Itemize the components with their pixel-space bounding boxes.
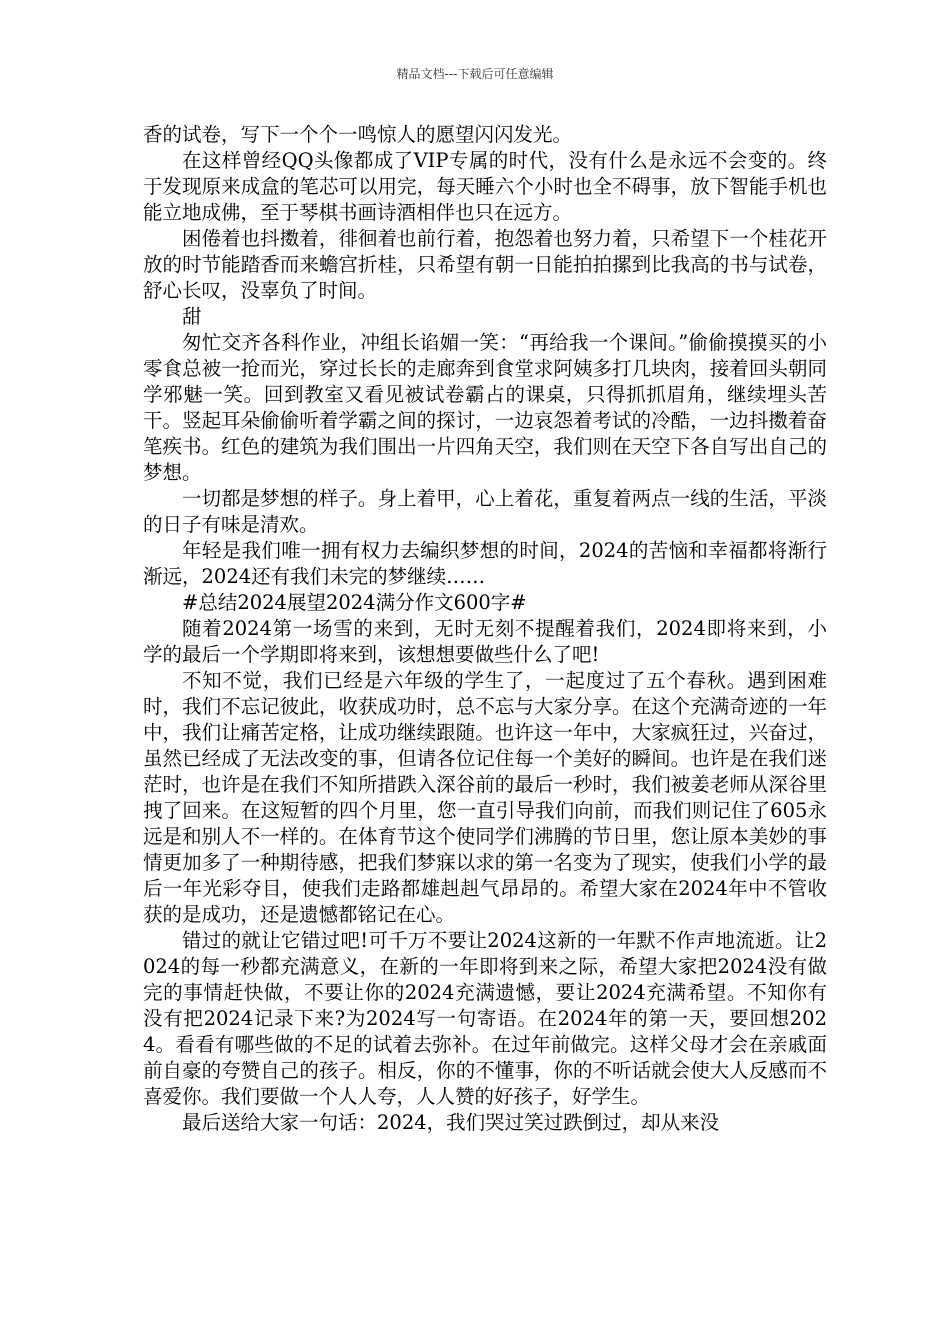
section-heading: #总结2024展望2024满分作文600字# (182, 591, 527, 614)
paragraph: 不知不觉，我们已经是六年级的学生了，一起度过了五个春秋。遇到困难时，我们不忘记彼此，收获成功时，总不忘与大家分享。在这个充满奇迹的一年中，我们让痛苦定格，让成功继续跟随。也许这一年中，大家疯狂过，兴奋过，虽然已经成了无法改变的事，但请各位记住每一个美好的瞬间。也许是在我们迷茫时，也许是在我们不知所措跌入深谷前的最后一秒时，我们被姜老师从深谷里拽了回来。在这短暂的四个月里，您一直引导我们向前，而我们则记住了605永远是和别人不一样的。在体育节这个使同学们沸腾的节日里，您让原本美妙的事情更加多了一种期待感，把我们梦寐以求的第一名变为了现实，使我们小学的最后一年光彩夺目，使我们走路都雄赳赳气昂昂的。希望大家在2024年中不管收获的是成功，还是遗憾都铭记在心。 (143, 669, 827, 926)
paragraph: 香的试卷，写下一个个一鸣惊人的愿望闪闪发光。 (143, 123, 573, 146)
paragraph: 随着2024第一场雪的来到，无时无刻不提醒着我们，2024即将来到，小学的最后一个学期即将来到，该想想要做些什么了吧! (143, 617, 827, 666)
paragraph: 错过的就让它错过吧!可千万不要让2024这新的一年默不作声地流逝。让2024的每一秒都充满意义，在新的一年即将到来之际，希望大家把2024没有做完的事情赶快做，不要让你的2024充满遗憾，要让2024充满希望。不知你有没有把2024记录下来?为2024写一句寄语。在2024年的第一天，要回想2024。看看有哪些做的不足的试着去弥补。在过年前做完。这样父母才会在亲戚面前自豪的夸赞自己的孩子。相反，你的不懂事，你的不听话就会使大人反感而不喜爱你。我们要做一个人人夸，人人赞的好孩子，好学生。 (143, 929, 827, 1108)
paragraph: 匆忙交齐各科作业，冲组长谄媚一笑：“再给我一个课间。”偷偷摸摸买的小零食总被一抢而光，穿过长长的走廊奔到食堂求阿姨多打几块肉，接着回头朝同学邪魅一笑。回到教室又看见被试卷霸占的课桌，只得抓抓眉角，继续埋头苦干。竖起耳朵偷偷听着学霸之间的探讨，一边哀怨着考试的冷酷，一边抖擞着奋笔疾书。红色的建筑为我们围出一片四角天空，我们则在天空下各自写出自己的梦想。 (143, 331, 827, 484)
paragraph: 一切都是梦想的样子。身上着甲，心上着花，重复着两点一线的生活，平淡的日子有味是清欢。 (143, 487, 827, 536)
paragraph: 困倦着也抖擞着，徘徊着也前行着，抱怨着也努力着，只希望下一个桂花开放的时节能踏香而来蟾宫折桂，只希望有朝一日能拍拍摞到比我高的书与试卷，舒心长叹，没辜负了时间。 (143, 227, 827, 302)
section-heading: 甜 (182, 305, 202, 328)
paragraph: 最后送给大家一句话：2024，我们哭过笑过跌倒过，却从来没 (182, 1111, 720, 1134)
paragraph: 年轻是我们唯一拥有权力去编织梦想的时间，2024的苦恼和幸福都将渐行渐远，2024还有我们未完的梦继续…… (143, 539, 827, 588)
page-header: 精品文档---下载后可任意编辑 (396, 67, 554, 81)
paragraph: 在这样曾经QQ头像都成了VIP专属的时代，没有什么是永远不会变的。终于发现原来成盒的笔芯可以用完，每天睡六个小时也全不碍事，放下智能手机也能立地成佛，至于琴棋书画诗酒相伴也只在远方。 (143, 149, 827, 224)
document-body (143, 122, 827, 1136)
